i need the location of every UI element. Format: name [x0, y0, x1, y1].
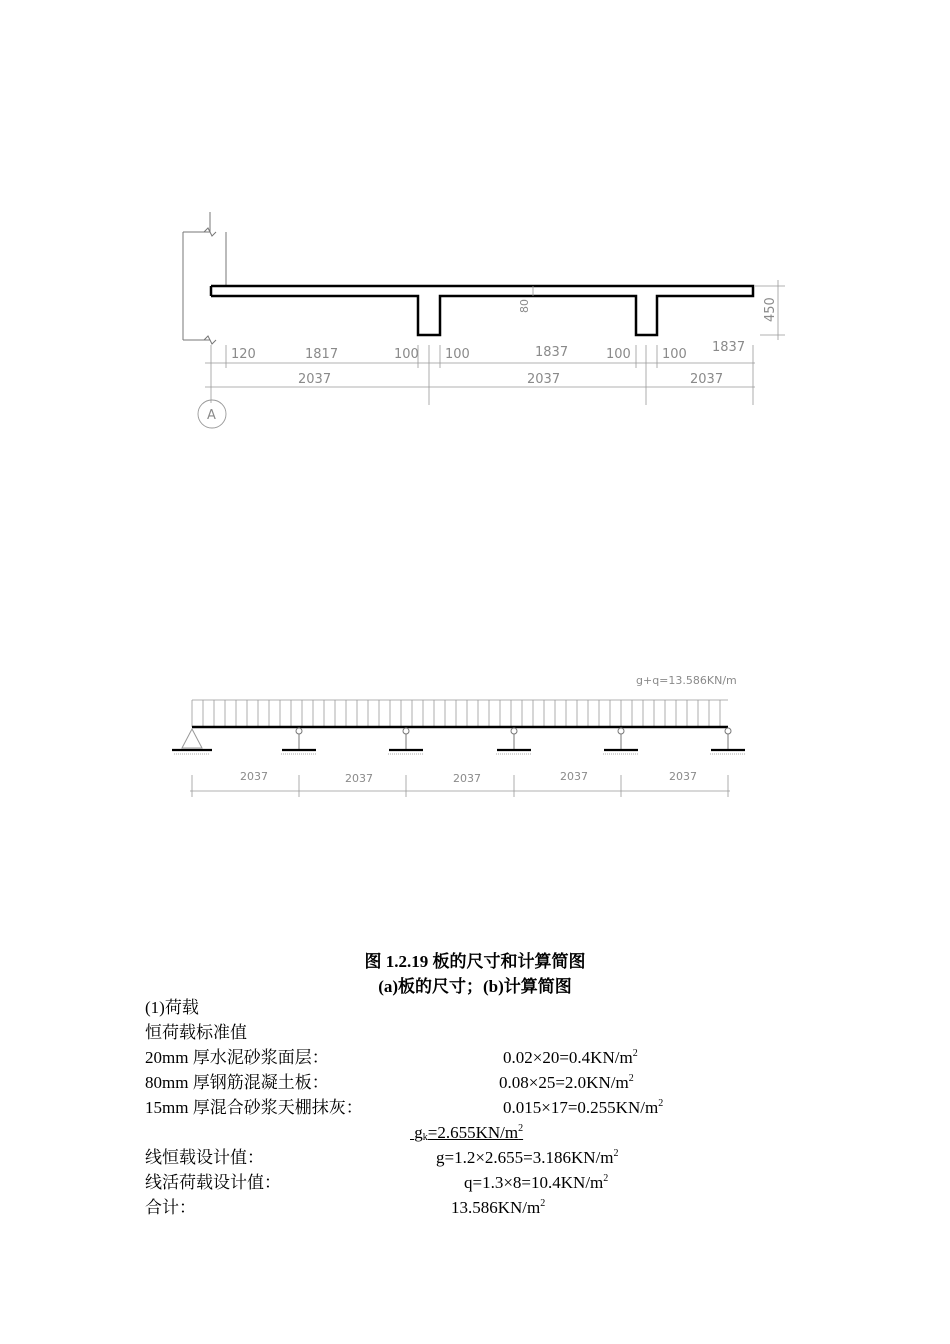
span-dimension-lines [190, 775, 730, 797]
span-label-4: 2037 [560, 770, 588, 783]
dim-1837-b: 1837 [712, 340, 746, 355]
dim-1837-a: 1837 [535, 345, 569, 360]
dim-100-c: 100 [606, 347, 631, 362]
figure-caption-title: 图 1.2.19 板的尺寸和计算简图 [364, 952, 586, 971]
left-wall [183, 212, 226, 344]
row4-label: 线恒载设计值： [145, 1148, 264, 1167]
row2-value: $0.08\times 25=2.0KN/m^2$ [499, 1073, 634, 1092]
span-label-3: 2037 [453, 772, 481, 785]
axis-label: A [207, 408, 216, 423]
row1-value: $0.02\times 20=0.4KN/m^2$ [503, 1048, 638, 1067]
supports [172, 728, 746, 754]
dim-100-a: 100 [394, 347, 419, 362]
thickness-label: 80 [518, 299, 531, 313]
span-label-5: 2037 [669, 770, 697, 783]
dim-2037-a: 2037 [298, 372, 332, 387]
span-label-2: 2037 [345, 772, 373, 785]
row3-value: $0.015\times 17=0.255KN/m^2$ [503, 1098, 664, 1117]
dim-100-b: 100 [445, 347, 470, 362]
row2-label: 80mm 厚钢筋混凝土板： [145, 1073, 329, 1092]
pin-support [172, 729, 212, 754]
roller-support [281, 728, 317, 754]
dead-load-subheading: 恒荷载标准值 [145, 1023, 247, 1042]
row6-value: $13.586KN/m^2$ [451, 1198, 546, 1217]
distributed-load [192, 700, 728, 727]
load-heading: (1)荷载 [145, 998, 199, 1017]
roller-support [603, 728, 639, 754]
span-label-1: 2037 [240, 770, 268, 783]
load-label: g+q=13.586KN/m [636, 674, 737, 687]
slab-dimension-drawing [0, 0, 950, 460]
row3-label: 15mm 厚混合砂浆天棚抹灰： [145, 1098, 363, 1117]
dim-1817: 1817 [305, 347, 339, 362]
row6-label: 合计： [145, 1198, 196, 1217]
dim-2037-c: 2037 [690, 372, 724, 387]
row5-label: 线活荷载设计值： [145, 1173, 281, 1192]
row4-value: $g=1.2\times 2.655=3.186KN/m^2$ [436, 1148, 619, 1167]
slab-outline [211, 286, 753, 335]
row5-value: $q=1.3\times 8=10.4KN/m^2$ [464, 1173, 609, 1192]
depth-label: 450 [763, 297, 778, 322]
dim-120: 120 [231, 347, 256, 362]
roller-support [710, 728, 746, 754]
roller-support [496, 728, 532, 754]
dim-100-d: 100 [662, 347, 687, 362]
row1-label: 20mm 厚水泥砂浆面层： [145, 1048, 329, 1067]
roller-support [388, 728, 424, 754]
dim-2037-b: 2037 [527, 372, 561, 387]
figure-caption-subtitle: (a)板的尺寸；(b)计算简图 [378, 977, 572, 996]
gk-total: $g_k=2.655KN/m^2$ [414, 1123, 524, 1143]
